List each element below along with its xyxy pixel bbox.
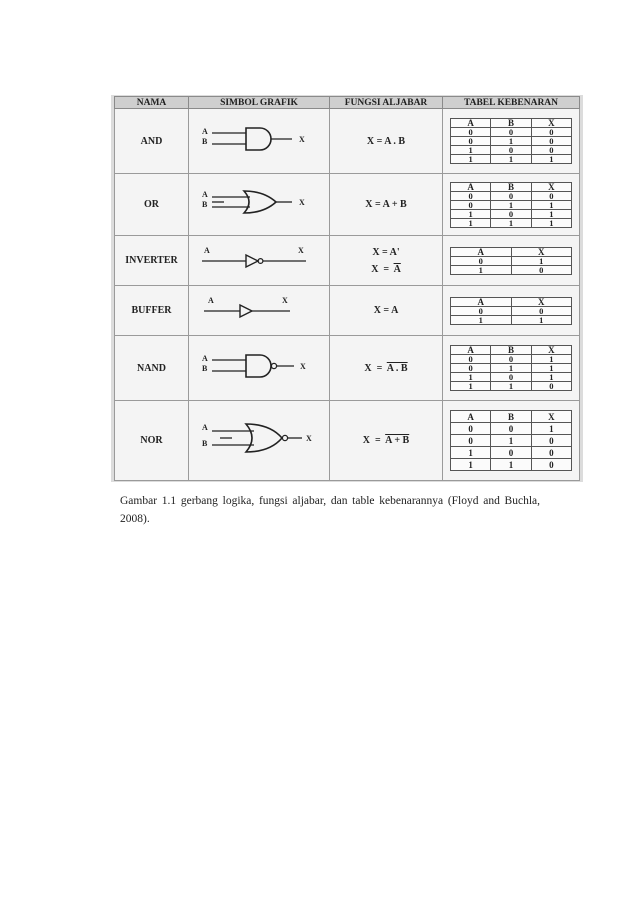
- input-label: A: [202, 126, 208, 136]
- truth-table-cell: [443, 286, 580, 336]
- truth-value: 1: [451, 209, 491, 218]
- truth-value: 0: [491, 373, 531, 382]
- truth-value: 0: [491, 209, 531, 218]
- inverter-gate-icon: [194, 243, 324, 273]
- truth-value: 0: [451, 355, 491, 364]
- gate-row-and: [115, 109, 580, 174]
- truth-value: 1: [531, 155, 571, 164]
- header-fungsi-aljabar: FUNGSI ALJABAR: [330, 97, 443, 109]
- nand-gate-symbol: [189, 336, 330, 401]
- truth-value: 1: [531, 200, 571, 209]
- truth-value: 0: [531, 146, 571, 155]
- truth-head: X: [511, 297, 572, 306]
- truth-value: 0: [451, 128, 491, 137]
- truth-value: 1: [531, 364, 571, 373]
- truth-table-nand: [450, 345, 572, 391]
- nor-gate-symbol: [189, 401, 330, 481]
- truth-value: 1: [451, 146, 491, 155]
- function-overline: $\overline{A}$: [393, 263, 401, 275]
- or-gate-icon: [194, 182, 324, 222]
- logic-gates-table: [114, 96, 580, 481]
- and-gate-icon: [194, 119, 324, 159]
- truth-value: 0: [451, 306, 512, 315]
- truth-value: 1: [491, 218, 531, 227]
- output-label: X: [299, 198, 305, 207]
- truth-value: 0: [531, 128, 571, 137]
- function-line: X = A': [372, 246, 400, 258]
- gate-name: NOR: [115, 401, 189, 481]
- buffer-gate-symbol: [189, 286, 330, 336]
- or-gate-symbol: [189, 174, 330, 236]
- truth-value: 0: [531, 459, 571, 471]
- truth-value: 1: [451, 459, 491, 471]
- truth-value: 0: [531, 447, 571, 459]
- truth-value: 0: [451, 364, 491, 373]
- nor-gate-icon: [194, 416, 324, 460]
- truth-head: B: [491, 119, 531, 128]
- input-label: B: [202, 439, 208, 448]
- gate-function: X = A: [330, 286, 443, 336]
- truth-value: 1: [531, 218, 571, 227]
- header-simbol-grafik: SIMBOL GRAFIK: [189, 97, 330, 109]
- input-label: A: [208, 296, 214, 305]
- truth-head: A: [451, 297, 512, 306]
- input-label: A: [202, 353, 208, 363]
- truth-value: 1: [451, 447, 491, 459]
- and-gate-symbol: [189, 109, 330, 174]
- truth-head: X: [531, 346, 571, 355]
- truth-value: 0: [491, 128, 531, 137]
- truth-head: A: [451, 119, 491, 128]
- header-tabel-kebenaran: TABEL KEBENARAN: [443, 97, 580, 109]
- truth-value: 1: [511, 256, 572, 265]
- truth-head: B: [491, 182, 531, 191]
- truth-value: 1: [531, 355, 571, 364]
- truth-table-buffer: [450, 297, 572, 325]
- input-label: A: [202, 423, 208, 432]
- gate-function: [330, 236, 443, 286]
- truth-table-cell: [443, 336, 580, 401]
- truth-value: 1: [491, 200, 531, 209]
- logic-gates-figure: [111, 95, 583, 482]
- input-label: A: [202, 190, 208, 199]
- input-label: B: [202, 136, 208, 146]
- truth-value: 1: [451, 265, 512, 274]
- truth-value: 0: [511, 265, 572, 274]
- function-overline: A . B: [386, 362, 408, 374]
- output-label: X: [282, 296, 288, 305]
- inverter-gate-symbol: [189, 236, 330, 286]
- truth-head: X: [531, 411, 571, 423]
- truth-head: B: [491, 411, 531, 423]
- output-label: X: [299, 134, 305, 144]
- gate-row-buffer: [115, 286, 580, 336]
- truth-value: 0: [531, 191, 571, 200]
- truth-head: A: [451, 411, 491, 423]
- truth-value: 1: [491, 435, 531, 447]
- output-label: X: [300, 361, 306, 371]
- truth-value: 0: [491, 146, 531, 155]
- truth-value: 1: [531, 423, 571, 435]
- truth-table-cell: [443, 109, 580, 174]
- truth-value: 1: [531, 209, 571, 218]
- input-label: B: [202, 363, 208, 373]
- truth-table-inverter: [450, 247, 572, 275]
- truth-head: X: [511, 247, 572, 256]
- truth-value: 1: [451, 218, 491, 227]
- truth-table-cell: [443, 401, 580, 481]
- gate-row-nor: [115, 401, 580, 481]
- truth-value: 1: [451, 155, 491, 164]
- truth-head: X: [531, 182, 571, 191]
- gate-name: INVERTER: [115, 236, 189, 286]
- gate-row-nand: [115, 336, 580, 401]
- input-label: A: [204, 246, 210, 255]
- truth-table-nor: [450, 410, 572, 471]
- truth-table-cell: [443, 174, 580, 236]
- truth-value: 0: [451, 256, 512, 265]
- truth-head: A: [451, 346, 491, 355]
- truth-table-or: [450, 182, 572, 228]
- output-label: X: [306, 434, 312, 443]
- truth-value: 0: [531, 382, 571, 391]
- truth-value: 0: [451, 137, 491, 146]
- truth-value: 0: [451, 435, 491, 447]
- function-overline: A + B: [385, 435, 410, 446]
- truth-value: 0: [491, 447, 531, 459]
- truth-value: 1: [451, 315, 512, 324]
- truth-value: 0: [491, 191, 531, 200]
- buffer-gate-icon: [194, 293, 324, 323]
- truth-value: 1: [491, 155, 531, 164]
- truth-value: 0: [451, 423, 491, 435]
- function-prefix: X =: [371, 263, 394, 275]
- truth-value: 0: [451, 200, 491, 209]
- gate-function: [330, 336, 443, 401]
- truth-value: 1: [531, 373, 571, 382]
- truth-value: 0: [531, 435, 571, 447]
- gate-function: [330, 401, 443, 481]
- function-prefix: X =: [362, 435, 386, 446]
- truth-value: 1: [451, 382, 491, 391]
- truth-value: 1: [491, 137, 531, 146]
- truth-value: 0: [511, 306, 572, 315]
- truth-value: 1: [491, 459, 531, 471]
- header-nama: NAMA: [115, 97, 189, 109]
- gate-row-inverter: [115, 236, 580, 286]
- gate-name: OR: [115, 174, 189, 236]
- truth-value: 0: [451, 191, 491, 200]
- function-prefix: X =: [364, 362, 387, 374]
- input-label: B: [202, 200, 208, 209]
- gate-function: X = A . B: [330, 109, 443, 174]
- truth-value: 1: [491, 382, 531, 391]
- truth-table-cell: [443, 236, 580, 286]
- truth-value: 1: [491, 364, 531, 373]
- gate-name: BUFFER: [115, 286, 189, 336]
- truth-head: A: [451, 182, 491, 191]
- table-header-row: [115, 97, 580, 109]
- gate-name: NAND: [115, 336, 189, 401]
- gate-row-or: [115, 174, 580, 236]
- truth-table-and: [450, 118, 572, 164]
- truth-value: 0: [491, 423, 531, 435]
- gate-name: AND: [115, 109, 189, 174]
- truth-head: B: [491, 346, 531, 355]
- nand-gate-icon: [194, 346, 324, 386]
- gate-function: X = A + B: [330, 174, 443, 236]
- truth-value: 1: [451, 373, 491, 382]
- figure-caption: Gambar 1.1 gerbang logika, fungsi aljabar, dan table kebenarannya (Floyd and Buchla, 2008).: [120, 495, 540, 525]
- truth-head: X: [531, 119, 571, 128]
- function-line: [330, 264, 442, 275]
- truth-value: 0: [491, 355, 531, 364]
- output-label: X: [298, 246, 304, 255]
- truth-head: A: [451, 247, 512, 256]
- truth-value: 0: [531, 137, 571, 146]
- truth-value: 1: [511, 315, 572, 324]
